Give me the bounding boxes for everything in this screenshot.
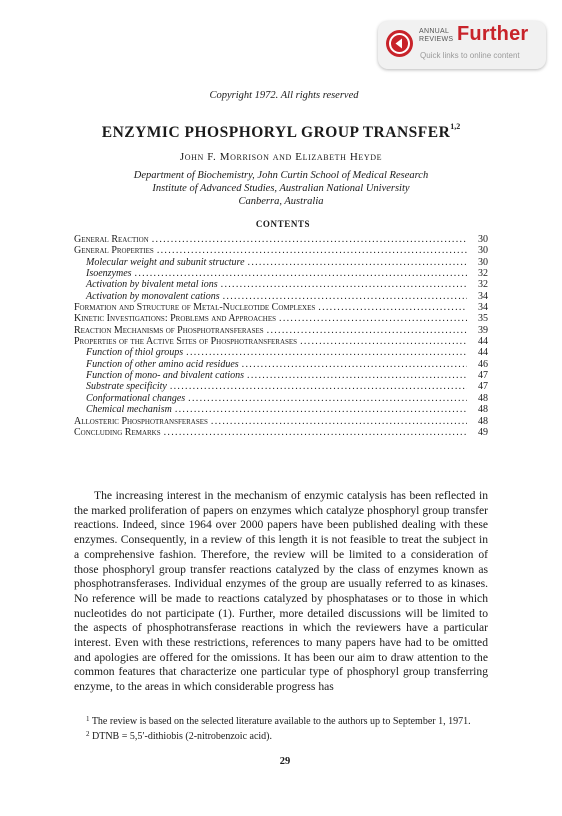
toc-entry[interactable] (74, 359, 488, 370)
toc-entry-label: Function of mono- and bivalent cations (86, 370, 245, 382)
footnote-text: DTNB = 5,5′-dithiobis (2-nitrobenzoic acid). (92, 731, 273, 742)
toc-leader-dots (211, 416, 467, 427)
toc-entry-page: 35 (478, 313, 488, 325)
toc-entry-label: Reaction Mechanisms of Phosphotransferases (74, 324, 264, 336)
toc-leader-dots (164, 427, 467, 438)
badge-publisher-line2: REVIEWS (419, 36, 454, 43)
toc-entry-page: 30 (478, 256, 488, 268)
toc-entry-page: 39 (478, 324, 488, 336)
toc-leader-dots (175, 404, 467, 415)
footnote-2 (74, 728, 488, 743)
toc-leader-dots (157, 245, 467, 256)
toc-entry[interactable] (74, 279, 488, 290)
toc-leader-dots (152, 234, 467, 245)
toc-leader-dots (170, 381, 467, 392)
toc-entry-page: 34 (478, 302, 488, 314)
toc-entry[interactable] (74, 370, 488, 381)
author-names: John F. Morrison and Elizabeth Heyde (179, 151, 383, 163)
page-number: 29 (279, 756, 291, 767)
play-icon (386, 30, 413, 57)
article-title (0, 122, 562, 142)
toc-entry-label: General Reaction (74, 234, 149, 245)
toc-entry[interactable] (74, 336, 488, 347)
article-title-text: ENZYMIC PHOSPHORYL GROUP TRANSFER (101, 124, 451, 141)
toc-entry-label: Activation by monovalent cations (86, 290, 220, 302)
toc-leader-dots (186, 347, 467, 358)
toc-leader-dots (242, 359, 467, 370)
footnote-marker: 1 (86, 715, 90, 723)
toc-entry-label: Molecular weight and subunit structure (86, 256, 245, 268)
toc-entry[interactable] (74, 234, 488, 245)
footnotes (74, 713, 488, 743)
toc-entry-label: Concluding Remarks (74, 426, 161, 438)
toc-entry-page: 32 (478, 279, 488, 291)
toc-entry-label: Chemical mechanism (86, 404, 172, 416)
toc-leader-dots (267, 325, 467, 336)
toc-entry-label: Function of thiol groups (86, 347, 184, 359)
toc-entry[interactable] (74, 347, 488, 358)
toc-entry-label: Properties of the Active Sites of Phosphotransferases (74, 336, 298, 348)
toc-leader-dots (221, 279, 467, 290)
toc-entry-label: General Properties (74, 245, 154, 257)
toc-entry[interactable] (74, 268, 488, 279)
toc-leader-dots (135, 268, 467, 279)
toc-entry[interactable] (74, 245, 488, 256)
toc-entry-label: Activation by bivalent metal ions (86, 279, 218, 291)
toc-entry-page: 32 (478, 268, 488, 280)
footnote-1 (74, 713, 488, 728)
toc-entry[interactable] (74, 302, 488, 313)
badge-publisher (419, 28, 453, 44)
toc-entry-label: Substrate specificity (86, 381, 167, 393)
badge-publisher-line1: ANNUAL (419, 28, 450, 35)
toc-entry-page: 47 (478, 370, 488, 382)
toc-entry[interactable] (74, 313, 488, 324)
toc-entry-label: Formation and Structure of Metal-Nucleotide Complexes (74, 302, 316, 314)
toc-entry-page: 30 (478, 234, 488, 245)
toc-entry[interactable] (74, 404, 488, 415)
intro-paragraph: The increasing interest in the mechanism of enzymic catalysis has been reflected in the marked proliferation of papers on enzymes which catalyze phosphoryl group transfer reactions. Indeed, since 1964 over 2000 papers have been published dealing with these enzymes. Consequently, in a review of this length it is not feasible to treat the subject in a comprehensive fashion. Therefore, the review will be limited to a consideration of those phosphoryl group transfer reactions catalyzed by the class of enzymes known as phosphotransferases. Individual enzymes of the group are usually referred to as kinases. No reference will be made to reactions catalyzed by phosphatases or to those in which nucleotides do not participate (1). Further, more detailed discussions will be limited to the aspects of phosphotransferase reactions in which the reviewers have a particular interest. Even with these restrictions, references to many papers have had to be omitted and apologies are offered for the omissions. It has been our aim to draw attention to the common features that characterize one particular type of phosphoryl group transferring enzyme, to the areas in which considerable progress has (74, 489, 488, 694)
toc-entry-page: 34 (478, 290, 488, 302)
toc-entry[interactable] (74, 257, 488, 268)
toc-leader-dots (248, 257, 467, 268)
affiliation-line-2: Institute of Advanced Studies, Australian National University (152, 183, 410, 194)
toc-entry-label: Isoenzymes (86, 268, 132, 280)
title-footnote-marker[interactable]: 1,2 (450, 122, 461, 131)
affiliation-line-3: Canberra, Australia (238, 196, 324, 207)
toc-entry-page: 44 (478, 347, 488, 359)
toc-leader-dots (223, 291, 467, 302)
contents-heading: CONTENTS (255, 219, 311, 229)
toc-entry-page: 48 (478, 404, 488, 416)
table-of-contents (74, 234, 488, 438)
toc-entry-page: 48 (478, 392, 488, 404)
toc-entry[interactable] (74, 291, 488, 302)
toc-entry-page: 30 (478, 245, 488, 257)
toc-entry[interactable] (74, 416, 488, 427)
copyright-notice: Copyright 1972. All rights reserved (209, 90, 359, 101)
badge-subtitle: Quick links to online content (420, 51, 520, 60)
toc-entry-page: 49 (478, 426, 488, 438)
toc-entry-label: Function of other amino acid residues (86, 358, 239, 370)
toc-entry-page: 48 (478, 415, 488, 427)
toc-entry-label: Conformational changes (86, 392, 186, 404)
toc-entry[interactable] (74, 427, 488, 438)
toc-entry-page: 44 (478, 336, 488, 348)
toc-leader-dots (318, 302, 467, 313)
affiliation-line-1: Department of Biochemistry, John Curtin School of Medical Research (133, 170, 429, 181)
footnote-text: The review is based on the selected literature available to the authors up to September 1, 1971. (91, 716, 471, 727)
toc-leader-dots (300, 336, 467, 347)
toc-entry-page: 46 (478, 358, 488, 370)
further-badge-link[interactable] (378, 21, 546, 69)
body-text (74, 489, 488, 695)
toc-leader-dots (247, 370, 467, 381)
toc-leader-dots (279, 313, 467, 324)
toc-entry[interactable] (74, 325, 488, 336)
toc-entry-page: 47 (478, 381, 488, 393)
toc-entry[interactable] (74, 393, 488, 404)
toc-entry-label: Allosteric Phosphotransferases (74, 415, 208, 427)
toc-entry[interactable] (74, 381, 488, 392)
toc-leader-dots (188, 393, 467, 404)
badge-brand: Further (457, 23, 529, 45)
toc-entry-label: Kinetic Investigations: Problems and Approaches (74, 313, 277, 325)
footnote-marker: 2 (86, 730, 90, 738)
